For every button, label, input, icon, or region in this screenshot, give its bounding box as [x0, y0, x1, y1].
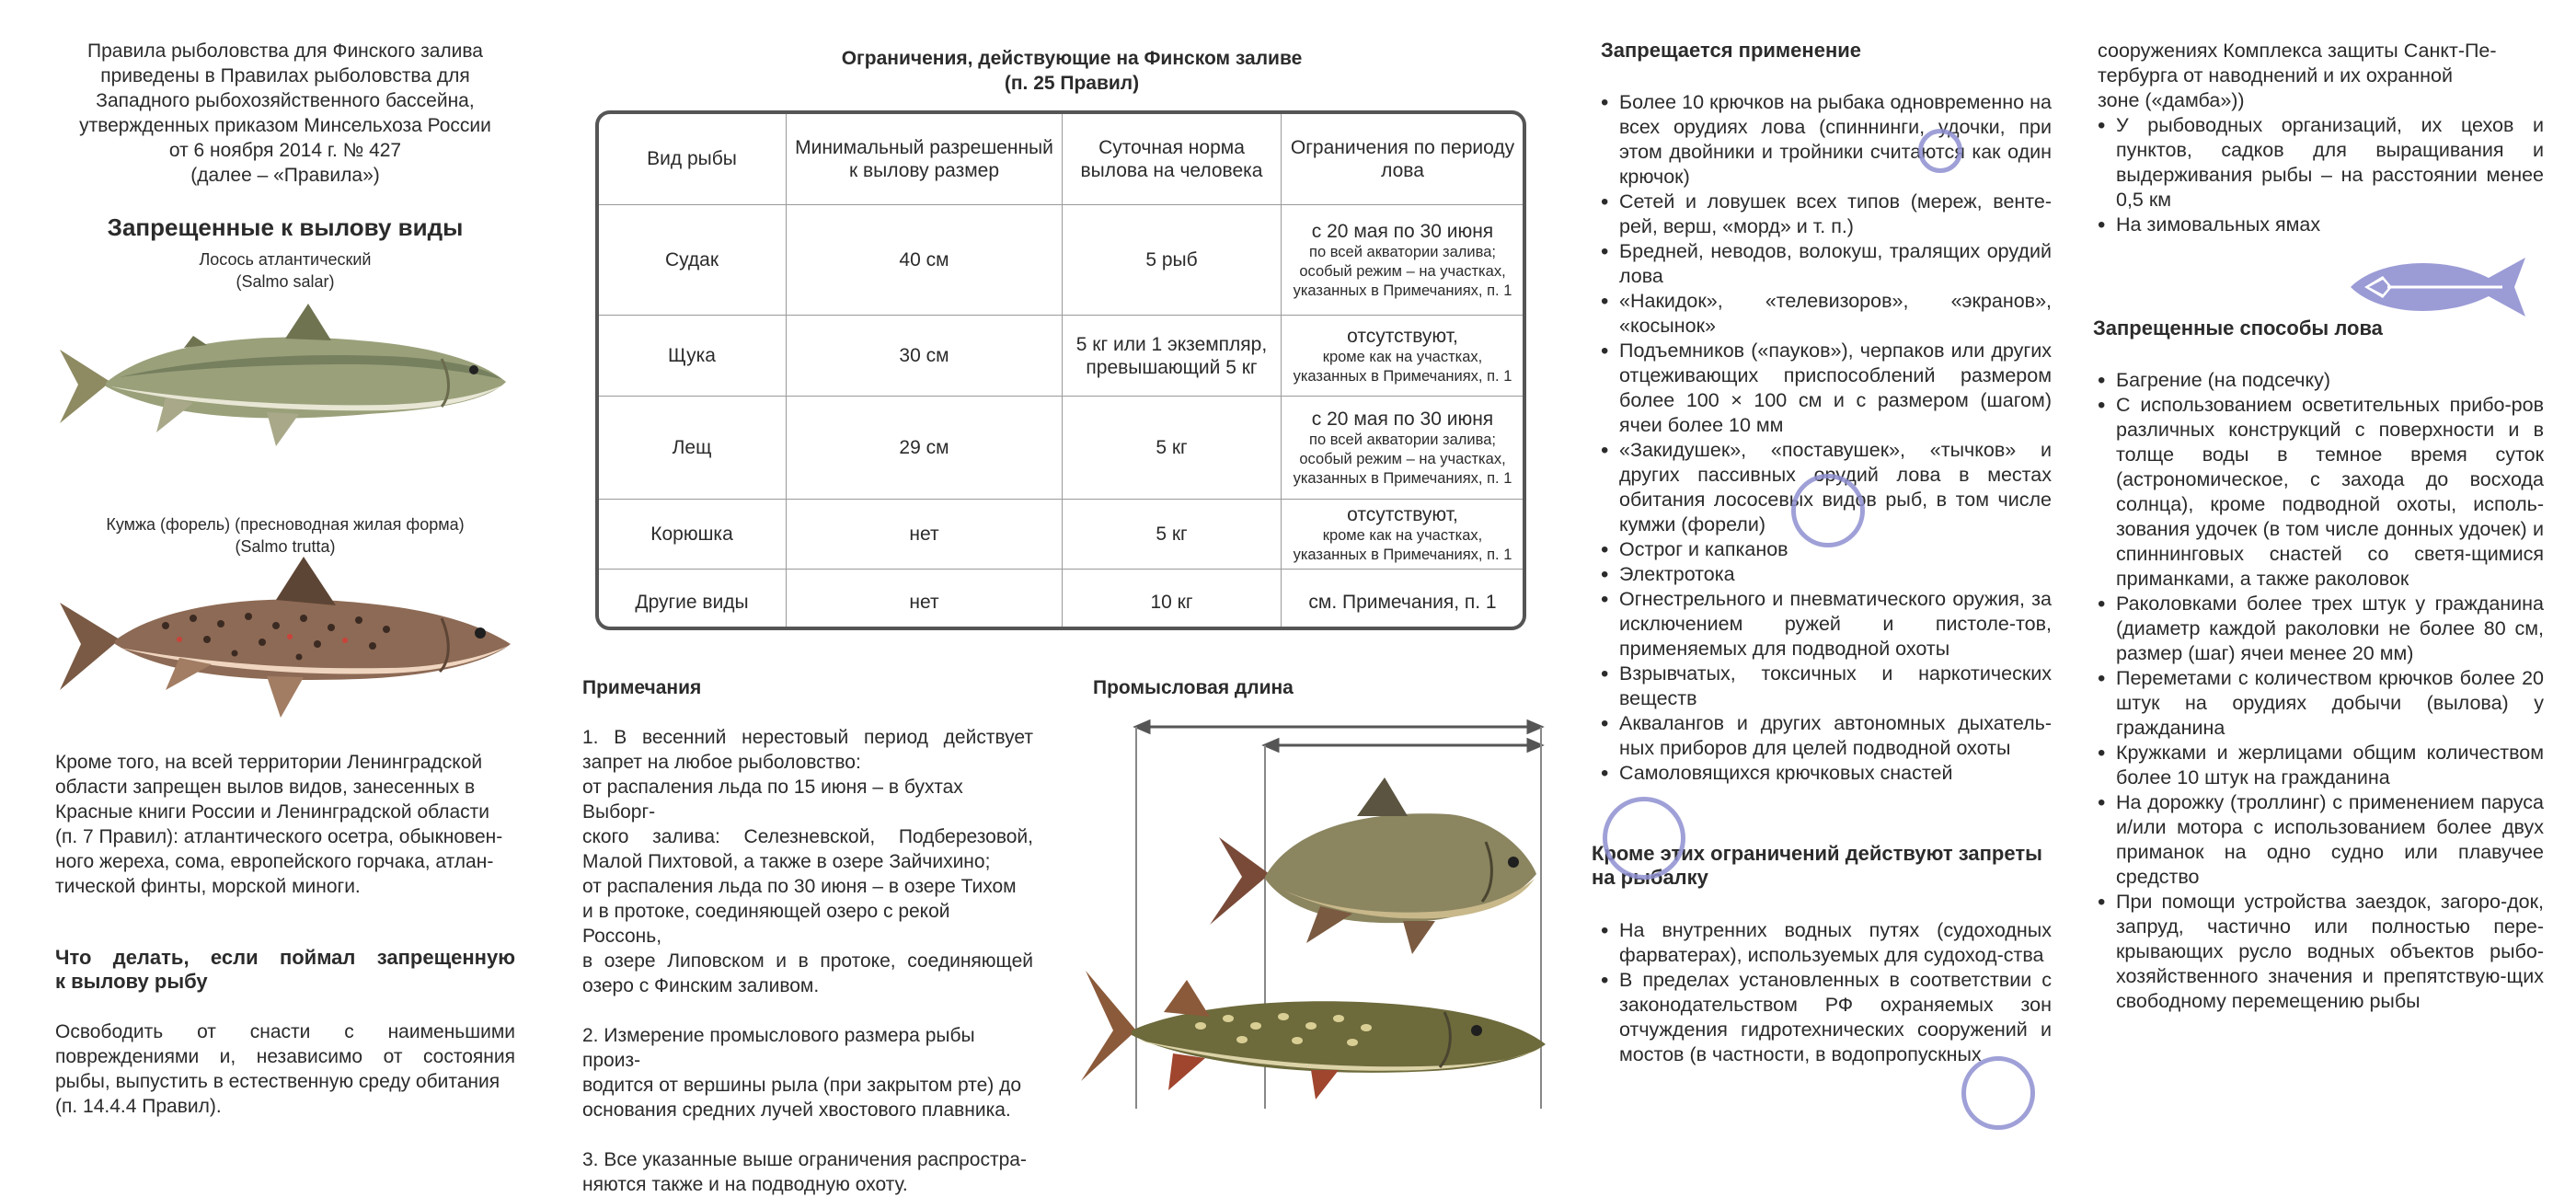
intro-line: от 6 ноября 2014 г. № 427 [168, 140, 402, 161]
continuation-text [2098, 39, 2544, 113]
commercial-length-title: Промысловая длина [1093, 677, 1294, 698]
intro-line: Западного рыбохозяйственного бассейна, [96, 90, 475, 111]
cell-period [1282, 316, 1524, 397]
cell-species: Судак [598, 205, 787, 316]
intro-text [55, 39, 515, 188]
header-daily-norm: Суточная норма вылова на человека [1063, 113, 1282, 205]
methods-title: Запрещенные способы лова [2093, 317, 2383, 340]
list-item: • С использованием осветительных прибо-ров различных конструкций с поверхности и в толще воды в темное время суток (астрономическое, с захода до восхода солнца), кроме подводной охоты, исполь-зования удочек (в том числе донных удочек) и спиннинговых снастей со светя-щимися приманками, а также раколовок [2098, 393, 2544, 592]
fish2-name: Кумжа (форель) (пресноводная жилая форма) [106, 515, 465, 534]
list-item: • «Закидушек», «поставушек», «тычков» и других пассивных орудий лова в местах обитания лососевых видов рыб, в том числе кумжи (форели) [1601, 438, 2052, 537]
period-note: по всей акватории залива; особый режим – на участках, указанных в Примечаниях, п. 1 [1293, 243, 1512, 299]
cell-norm: 5 кг [1063, 397, 1282, 500]
cell-size: 29 см [787, 397, 1063, 500]
cell-norm: 5 кг [1063, 500, 1282, 570]
table-row [598, 570, 1524, 631]
intro-line: приведены в Правилах рыболовства для [100, 65, 470, 86]
methods-list [2079, 368, 2544, 1014]
note-line: от распаления льда по 30 июня – в озере Тихом [582, 876, 1017, 897]
note-3 [582, 1147, 1033, 1197]
forbidden-use-list [1582, 90, 2052, 786]
period-main: с 20 мая по 30 июня [1311, 408, 1494, 430]
note-line: 2. Измерение промыслового размера рыбы произ- [582, 1025, 975, 1071]
other-bans-title-line: Кроме этих ограничений действуют запреты [1592, 842, 2042, 865]
list-item: • Взрывчатых, токсичных и наркотических веществ [1601, 662, 2052, 711]
forbidden-use-title: Запрещается применение [1601, 39, 1861, 62]
list-item: • Острог и капканов [1601, 537, 2052, 562]
redbook-line: Красные книги России и Ленинградской области [55, 801, 490, 823]
list-item: • Сетей и ловушек всех типов (мереж, венте-рей, верш, «морд» и т. п.) [1601, 190, 2052, 239]
period-main: отсутствуют, [1347, 504, 1458, 525]
trout-illustration [55, 552, 515, 736]
restrictions-table [597, 112, 1524, 630]
other-bans-title-line: на рыбалку [1592, 866, 1708, 889]
what-to-do-line: повреждениями и, независимо от состояния [55, 1046, 515, 1067]
cell-size: 30 см [787, 316, 1063, 397]
table-row [598, 205, 1524, 316]
cell-norm: 5 рыб [1063, 205, 1282, 316]
list-item: • Подъемников («пауков»), черпаков или других отцеживающих приспособлений размером более 100 × 100 см и с размером (шагом) ячеи более 10 мм [1601, 339, 2052, 438]
what-to-do-line: Освободить от снасти с наименьшими [55, 1021, 515, 1042]
cell-period [1282, 500, 1524, 570]
table-row [598, 397, 1524, 500]
list-item: • Бредней, неводов, волокуш, тралящих орудий лова [1601, 239, 2052, 289]
note-2 [582, 1023, 1033, 1122]
note-line: озеро с Финским заливом. [582, 975, 820, 996]
continuation-line: сооружениях Комплекса защиты Санкт-Пе- [2098, 40, 2497, 62]
note-line: запрет на любое рыболовство: [582, 752, 861, 773]
note-line: 3. Все указанные выше ограничения распростра- [582, 1149, 1027, 1170]
commercial-length-diagram [1081, 713, 1559, 1118]
fish1-caption [55, 248, 515, 293]
what-to-do-title-line: Что делать, если поймал запрещенную [55, 946, 515, 969]
decorative-circle [1791, 474, 1865, 547]
cell-species: Лещ [598, 397, 787, 500]
note-line: в озере Липовском и в протоке, соединяющей [582, 950, 1033, 972]
what-to-do-line: рыбы, выпустить в естественную среду обитания [55, 1071, 500, 1092]
note-1 [582, 725, 1033, 998]
fish-logo-icon [2341, 250, 2535, 324]
cell-species: Корюшка [598, 500, 787, 570]
redbook-line: Кроме того, на всей территории Ленинградской [55, 752, 483, 773]
redbook-line: ного жереха, сома, европейского горчака, атлан- [55, 851, 494, 872]
intro-line: утвержденных приказом Минсельхоза России [79, 115, 491, 136]
cell-norm: 5 кг или 1 экземпляр, превышающий 5 кг [1063, 316, 1282, 397]
intro-line: (далее – «Правила») [190, 165, 380, 186]
list-item: • Переметами с количеством крючков более 20 штук на орудиях добычи (вылова) у гражданина [2098, 666, 2544, 741]
fish1-latin: (Salmo salar) [236, 272, 335, 291]
decorative-circle [1603, 797, 1685, 880]
cell-size: нет [787, 500, 1063, 570]
restrictions-subtitle: (п. 25 Правил) [1004, 73, 1140, 94]
list-item: • Багрение (на подсечку) [2098, 368, 2544, 393]
what-to-do-title-line: к вылову рыбу [55, 970, 208, 993]
decorative-circle [1961, 1056, 2035, 1130]
header-min-size: Минимальный разрешенный к вылову размер [787, 113, 1063, 205]
note-line: и в протоке, соединяющей озеро с рекой Россонь, [582, 901, 950, 947]
list-item: • Раколовками более трех штук у гражданина (диаметр каждой раколовки не более 80 см, размер (шаг) ячеи менее 20 мм) [2098, 592, 2544, 666]
cell-period [1282, 397, 1524, 500]
notes-section [582, 677, 1033, 1197]
what-to-do-line: (п. 14.4.4 Правил). [55, 1096, 222, 1117]
note-line: 1. В весенний нерестовый период действует [582, 727, 1033, 748]
list-item: • У рыбоводных организаций, их цехов и пунктов, садков для выращивания и выдерживания рыбы – на расстоянии менее 0,5 км [2098, 113, 2544, 213]
list-item: • «Накидок», «телевизоров», «экранов», «косынок» [1601, 289, 2052, 339]
continuation-line: тербурга от наводнений и их охранной [2098, 64, 2453, 86]
restrictions-title: Ограничения, действующие на Финском заливе [841, 48, 1303, 69]
cell-species: Щука [598, 316, 787, 397]
cell-species: Другие виды [598, 570, 787, 631]
cell-size: нет [787, 570, 1063, 631]
decorative-circle [1918, 129, 1962, 173]
redbook-line: (п. 7 Правил): атлантического осетра, обыкновен- [55, 826, 503, 847]
continuation-line: зоне («дамба»)) [2098, 89, 2245, 111]
list-item: • На дорожку (троллинг) с применением паруса и/или мотора с использованием более двух приманок на одно судно или плавучее средство [2098, 790, 2544, 890]
cell-period [1282, 205, 1524, 316]
period-note: кроме как на участках, указанных в Примечаниях, п. 1 [1293, 527, 1512, 563]
fish1-name: Лосось атлантический [199, 250, 372, 269]
prohibited-species-title: Запрещенные к вылову виды [107, 213, 464, 241]
list-item: • На зимовальных ямах [2098, 213, 2544, 237]
period-main: с 20 мая по 30 июня [1311, 220, 1494, 242]
redbook-line: тической финты, морской миноги. [55, 876, 361, 897]
intro-line: Правила рыболовства для Финского залива [87, 40, 483, 62]
cell-size: 40 см [787, 205, 1063, 316]
note-line: от распаления льда по 15 июня – в бухтах Выборг- [582, 777, 963, 823]
table-row [598, 316, 1524, 397]
list-item: • На внутренних водных путях (судоходных фарватерах), используемых для судоход-ства [1601, 918, 2052, 968]
list-item: • Аквалангов и других автономных дыхатель-ных приборов для целей подводной охоты [1601, 711, 2052, 761]
list-item: • Самоловящихся крючковых снастей [1601, 761, 2052, 786]
note-line: водится от вершины рыла (при закрытом рте) до [582, 1075, 1022, 1096]
cell-period: см. Примечания, п. 1 [1282, 570, 1524, 631]
period-main: отсутствуют, [1347, 326, 1458, 347]
list-item: • Кружками и жерлицами общим количеством более 10 штук на гражданина [2098, 741, 2544, 790]
fish2-caption [55, 513, 515, 558]
note-line: няются также и на подводную охоту. [582, 1174, 908, 1195]
restrictions-heading [580, 46, 1564, 96]
fish2-latin: (Salmo trutta) [235, 537, 336, 556]
col4-list-a [2079, 113, 2544, 237]
table-header-row [598, 113, 1524, 205]
list-item: • Огнестрельного и пневматического оружия, за исключением ружей и пистоле-тов, применяемых для подводной охоты [1601, 587, 2052, 662]
header-period: Ограничения по периоду лова [1282, 113, 1524, 205]
header-species: Вид рыбы [598, 113, 787, 205]
period-note: по всей акватории залива; особый режим – на участках, указанных в Примечаниях, п. 1 [1293, 431, 1512, 487]
list-item: • Более 10 крючков на рыбака одновременно на всех орудиях лова (спиннинги, удочки, при этом двойники и тройники считаются как один крючок) [1601, 90, 2052, 190]
list-item: • При помощи устройства заездок, загоро-док, запруд, частично или полностью пере-крывающих русло водных объектов рыбо-хозяйственного значения и препятствую-щих свободному перемещению рыбы [2098, 890, 2544, 1014]
salmon-illustration [55, 294, 515, 469]
what-to-do-title [55, 946, 515, 994]
what-to-do-text [55, 1019, 515, 1119]
list-item: • Электротока [1601, 562, 2052, 587]
list-item: • В пределах установленных в соответствии с законодательством РФ охраняемых зон отчуждения гидротехнических сооружений и мостов (в частности, в водопропускных [1601, 968, 2052, 1067]
period-note: кроме как на участках, указанных в Примечаниях, п. 1 [1293, 349, 1512, 385]
notes-title: Примечания [582, 677, 702, 698]
redbook-text [55, 750, 515, 899]
redbook-line: области запрещен вылов видов, занесенных в [55, 777, 476, 798]
restrictions-table-frame [595, 110, 1526, 630]
table-row [598, 500, 1524, 570]
note-line: ского залива: Селезневской, Подберезовой, [582, 826, 1033, 847]
other-bans-list [1582, 918, 2052, 1067]
note-line: основания средних лучей хвостового плавника. [582, 1099, 1011, 1121]
cell-norm: 10 кг [1063, 570, 1282, 631]
note-line: Малой Пихтовой, а также в озере Зайчихино; [582, 851, 991, 872]
